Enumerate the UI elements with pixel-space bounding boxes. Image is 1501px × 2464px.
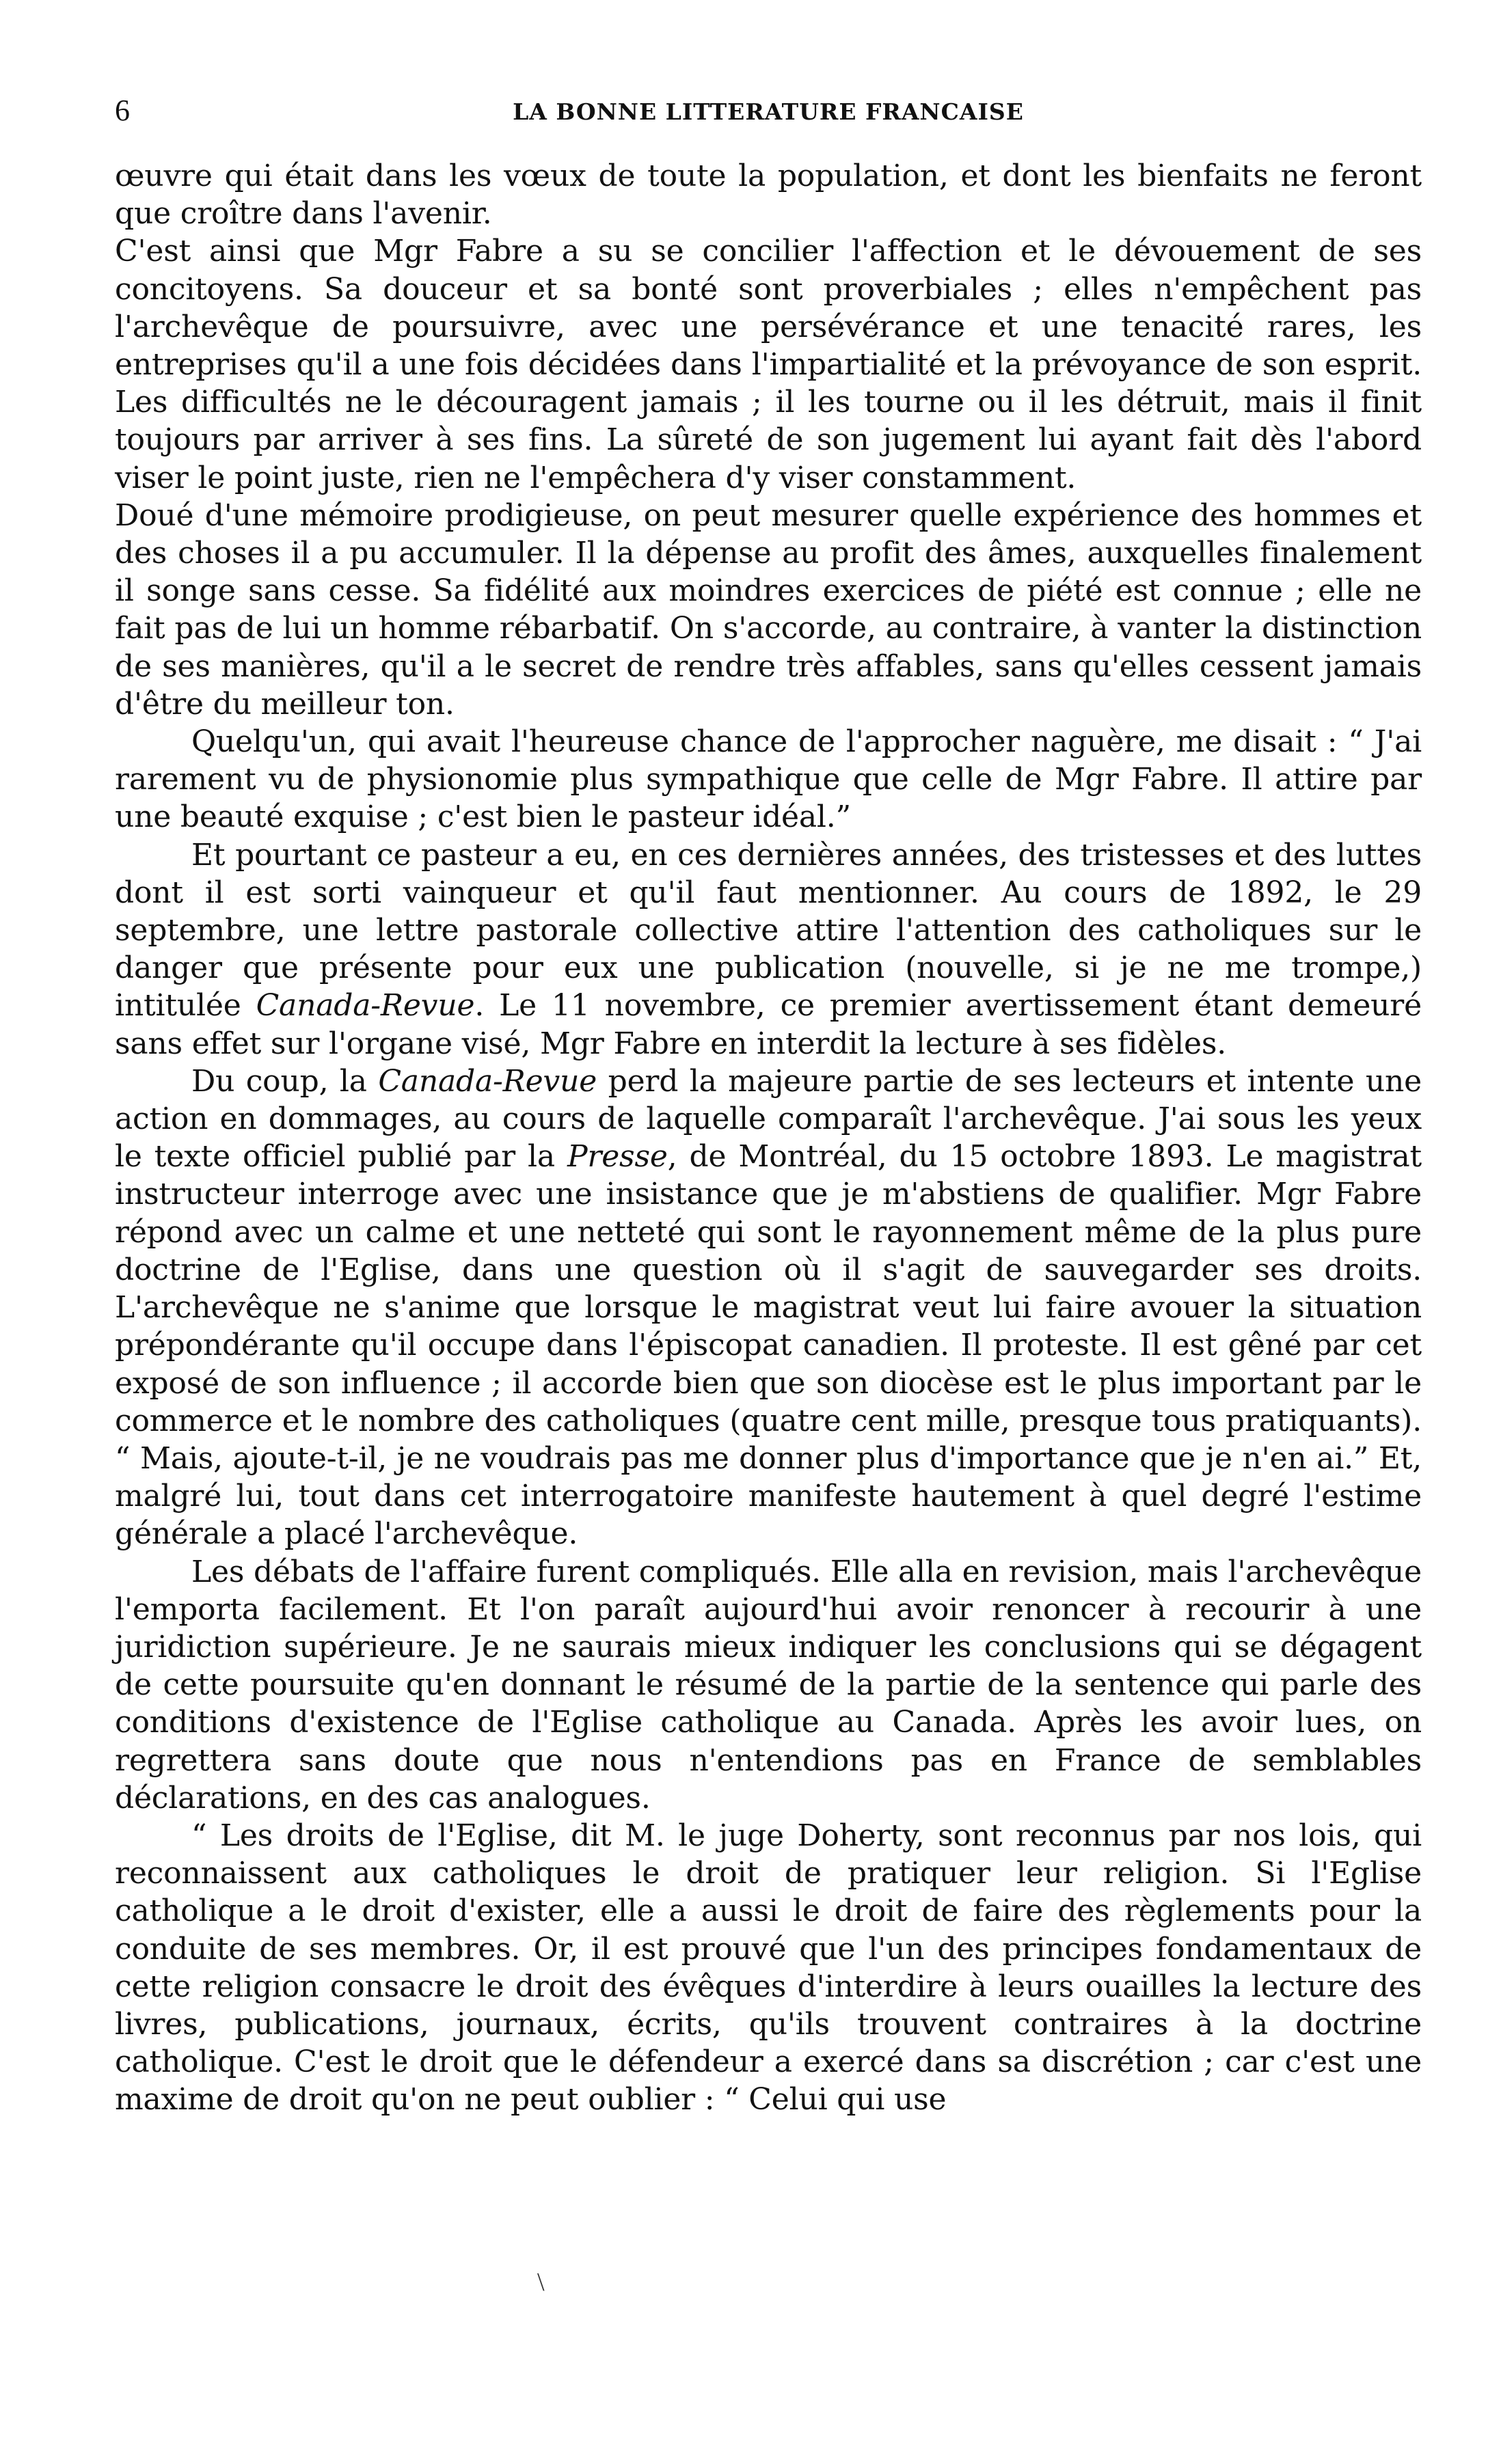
- paragraph-7: Les débats de l'affaire furent compliqués. Elle alla en revision, mais l'archevêque l'emporta facilement. Et l'on paraît aujourd'hui avoir renoncer à recourir à une juridiction supérieure. Je ne saurais mieux indiquer les conclusions qui se dégagent de cette poursuite qu'en donnant le résumé de la partie de la sentence qui parle des conditions d'existence de l'Eglise catholique au Canada. Après les avoir lues, on regrettera sans doute que nous n'entendions pas en France de semblables déclarations, en des cas analogues.: [115, 1554, 1422, 1816]
- paragraph-6-text-a: Du coup, la: [191, 1063, 379, 1099]
- document-page: [115, 93, 1422, 2119]
- paragraph-5-text-b: . Le 11 novembre, ce premier avertissement étant demeuré sans effet sur l'organe visé, Mgr Fabre en interdit la lecture à ses fidèles.: [115, 988, 1422, 1061]
- paragraph-6-text-b: perd la majeure partie de ses lecteurs et intente une action en dommages, au cours de laquelle comparaît l'archevêque. J'ai sous les yeux le texte officiel publié par la: [115, 1063, 1422, 1175]
- paragraph-1: œuvre qui était dans les vœux de toute la population, et dont les bienfaits ne feront que croître dans l'avenir.: [115, 159, 1422, 232]
- paragraph-6-text-c: , de Montréal, du 15 octobre 1893. Le magistrat instructeur interroge avec une insistance que je m'abstiens de qualifier. Mgr Fabre répond avec un calme et une netteté qui sont le rayonnement même de la plus pure doctrine de l'Eglise, dans une question où il s'agit de sauvegarder ses droits. L'archevêque ne s'anime que lorsque le magistrat veut lui faire avouer la situation prépondérante qu'il occupe dans l'épiscopat canadien. Il proteste. Il est gêné par cet exposé de son influence ; il accorde bien que son diocèse est le plus important par le commerce et le nombre des catholiques (quatre cent mille, presque tous pratiquants). “ Mais, ajoute-t-il, je ne voudrais pas me donner plus d'importance que je n'en ai.” Et, malgré lui, tout dans cet interrogatoire manifeste hautement à quel degré l'estime générale a placé l'archevêque.: [115, 1139, 1422, 1552]
- page-header: [115, 93, 1422, 134]
- publication-title: Canada-Revue: [256, 988, 475, 1024]
- paragraph-2: C'est ainsi que Mgr Fabre a su se concilier l'affection et le dévouement de ses concitoyens. Sa douceur et sa bonté sont proverbiales ; elles n'empêchent pas l'archevêque de poursuivre, avec une persévérance et une tenacité rares, les entreprises qu'il a une fois décidées dans l'impartialité et la prévoyance de son esprit. Les difficultés ne le découragent jamais ; il les tourne ou il les détruit, mais il finit toujours par arriver à ses fins. La sûreté de son jugement lui ayant fait dès l'abord viser le point juste, rien ne l'empêchera d'y viser constamment.: [115, 234, 1422, 495]
- paragraph-4: Quelqu'un, qui avait l'heureuse chance de l'approcher naguère, me disait : “ J'ai rarement vu de physionomie plus sympathique que celle de Mgr Fabre. Il attire par une beauté exquise ; c'est bien le pasteur idéal.”: [115, 724, 1422, 835]
- stray-print-mark: \: [537, 2268, 545, 2297]
- paragraph-3: Doué d'une mémoire prodigieuse, on peut mesurer quelle expérience des hommes et des choses il a pu accumuler. Il la dépense au profit des âmes, auxquelles finalement il songe sans cesse. Sa fidélité aux moindres exercices de piété est connue ; elle ne fait pas de lui un homme rébarbatif. On s'accorde, au contraire, à vanter la distinction de ses manières, qu'il a le secret de rendre très affables, sans qu'elles cessent jamais d'être du meilleur ton.: [115, 497, 1422, 722]
- paragraph-6: [115, 1063, 1422, 1553]
- page-number: 6: [115, 94, 130, 127]
- paragraph-5: [115, 836, 1422, 1063]
- running-head: LA BONNE LITTERATURE FRANCAISE: [513, 98, 1024, 125]
- paragraph-8: “ Les droits de l'Eglise, dit M. le juge Doherty, sont reconnus par nos lois, qui reconnaissent aux catholiques le droit de pratiquer leur religion. Si l'Eglise catholique a le droit d'exister, elle a aussi le droit de faire des règlements pour la conduite de ses membres. Or, il est prouvé que l'un des principes fondamentaux de cette religion consacre le droit des évêques d'interdire à leurs ouailles la lecture des livres, publications, journaux, écrits, qu'ils trouvent contraires à la doctrine catholique. C'est le droit que le défendeur a exercé dans sa discrétion ; car c'est une maxime de droit qu'on ne peut oublier : “ Celui qui use: [115, 1818, 1422, 2118]
- publication-title: Canada-Revue: [378, 1063, 597, 1099]
- newspaper-title: Presse: [567, 1139, 668, 1175]
- body-text: [115, 157, 1422, 2119]
- paragraph-5-text-a: Et pourtant ce pasteur a eu, en ces dernières années, des tristesses et des luttes dont il est sorti vainqueur et qu'il faut mentionner. Au cours de 1892, le 29 septembre, une lettre pastorale collective attire l'attention des catholiques sur le danger que présente pour eux une publication (nouvelle, si je ne me trompe,) intitulée: [115, 837, 1422, 1024]
